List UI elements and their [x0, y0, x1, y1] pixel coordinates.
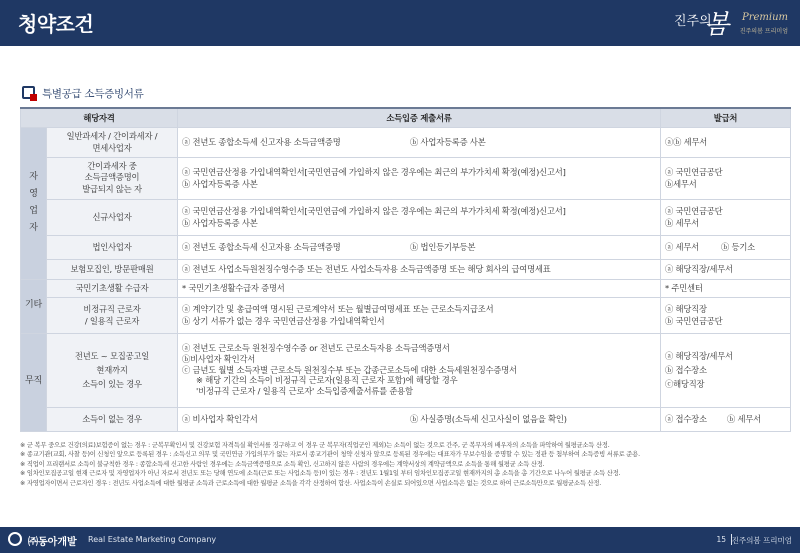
header-documents: 소득입증 제출서류: [178, 108, 661, 127]
qualification-line: 전년도 ~ 모집공고일: [74, 350, 150, 361]
issuer-cell: [661, 235, 791, 259]
issuer-item: ⓐ 접수장소: [665, 413, 707, 424]
page-header: [0, 0, 800, 46]
issuer-item: ⓐ 국민연금공단: [665, 205, 723, 216]
documents-cell: [178, 127, 661, 157]
documents-cell: [178, 297, 661, 333]
logo-script: 진주의: [674, 14, 712, 29]
documents-cell: [178, 199, 661, 235]
table-row: [21, 157, 791, 199]
issuer-item: ⓐ 해당직장: [665, 303, 707, 314]
qualification-insurance-sales: 보험모집인, 방문판매원: [47, 259, 178, 279]
qualification-with-income: [47, 333, 178, 407]
logo-mark: 봄: [704, 10, 730, 40]
page-footer: [0, 527, 800, 553]
issuer-cell: ⓐ 해당직장/세무서: [661, 259, 791, 279]
qualification-no-income: 소득이 없는 경우: [47, 407, 178, 431]
document-item: ⓑ비사업자 확인각서: [182, 353, 256, 364]
document-icon: [22, 86, 35, 99]
qualification-irregular-worker: 비정규직 근로자 / 일용직 근로자: [47, 297, 178, 333]
issuer-item: ⓑ세무서: [665, 179, 697, 189]
table-header-row: [21, 108, 791, 127]
company-tagline: Real Estate Marketing Company: [88, 535, 217, 544]
footnotes: [20, 441, 790, 488]
issuer-item: ⓐ 국민연금공단: [665, 166, 723, 177]
table-row: [21, 235, 791, 259]
issuer-item: ⓐ 세무서: [665, 241, 699, 252]
header-issuer: 발급처: [661, 108, 791, 127]
table-row: [21, 199, 791, 235]
group-unemployed: 무직: [21, 333, 47, 431]
brand-logo: [670, 4, 790, 42]
document-item: ⓑ 상기 서류가 없는 경우 국민연금산정용 가입내역확인서: [182, 316, 385, 326]
company-name: ㈜동아개발: [28, 537, 77, 548]
table-row: [21, 333, 791, 407]
section-title: 특별공급 소득증빙서류: [42, 88, 144, 100]
document-item: ⓐ 국민연금산정용 가입내역확인서[국민연금에 가입하지 않은 경우에는 최근의 부가가치세 확정(예정)신고서]: [182, 205, 566, 216]
issuer-cell: [661, 297, 791, 333]
income-proof-table: [20, 107, 791, 432]
footnote: ※ 종교기관(교회, 사찰 등)이 신청인 앞으로 등록된 경우 : 소득신고 의무 및 국민연금 가입의무가 없는 자로서 종교기관이 청약 신청자 앞으로 등록된 경우에는 대표자가 무보수임을 증명할 수 있는 정관 등 첨부하여 소득증빙 서류로 준용.: [20, 451, 640, 459]
issuer-item: ⓑ 등기소: [721, 241, 755, 252]
document-item: ⓑ 사업자등록증 사본: [182, 218, 258, 228]
issuer-item: ⓒ해당직장: [665, 379, 705, 390]
issuer-cell: [661, 333, 791, 407]
group-other: 기타: [21, 279, 47, 333]
issuer-cell: * 주민센터: [661, 279, 791, 297]
document-item: ⓐ 국민연금산정용 가입내역확인서[국민연금에 가입하지 않은 경우에는 최근의 부가가치세 확정(예정)신고서]: [182, 166, 566, 177]
issuer-item: ⓑ 국민연금공단: [665, 316, 723, 326]
documents-cell: [178, 157, 661, 199]
document-item: ⓑ 법인등기부등본: [410, 241, 476, 252]
qualification-new-business: 신규사업자: [47, 199, 178, 235]
table-row: [21, 279, 791, 297]
table-row: [21, 407, 791, 431]
issuer-item: ⓐ 해당직장/세무서: [665, 350, 733, 361]
issuer-cell: ⓐⓑ 세무서: [661, 127, 791, 157]
group-self-employed: 자 영 업 자: [21, 127, 47, 279]
logo-brand: Premium: [741, 12, 788, 23]
documents-cell: [178, 407, 661, 431]
document-item: ⓒ 금년도 월별 소득자별 근로소득 원천징수부 또는 갑종근로소득에 대한 소득세원천징수증명서: [182, 364, 517, 375]
qualification-line: 소득이 있는 경우: [82, 379, 142, 390]
table-row: [21, 297, 791, 333]
company-logo-icon: [8, 532, 22, 546]
page-number: 15: [716, 535, 726, 544]
footnote: ※ 군 복무 중으로 건강(의료)보험증이 없는 경우 : 군복무확인서 및 건강보험 자격득실 확인서를 징구하고 이 경우 군 복무자(직업군인 제외)는 소득이 없는 것으로 간주, 군 복무자의 배우자의 소득을 파악하여 월평균소득 산정.: [20, 442, 610, 449]
issuer-item: ⓑ 세무서: [665, 218, 699, 228]
document-item: ⓑ 사업자등록증 사본: [410, 136, 486, 147]
footnote: ※ 자영업자이면서 근로자인 경우 : 전년도 사업소득에 대한 월평균 소득과 근로소득에 대한 월평균 소득을 각각 산정하여 합산. 사업소득이 손실로 되어있으면 사업소득은 없는 것으로 하여 근로소득만으로 월평균소득 산정.: [20, 479, 602, 487]
issuer-cell: [661, 407, 791, 431]
document-item: ⓑ 사실증명(소득세 신고사실이 없음을 확인): [410, 413, 567, 424]
header-qualification: 해당자격: [21, 108, 178, 127]
document-item: ⓐ 전년도 종합소득세 신고자용 소득금액증명: [182, 136, 341, 147]
page-title: 청약조건: [18, 12, 94, 36]
issuer-cell: [661, 157, 791, 199]
table-row: [21, 259, 791, 279]
document-item: ⓐ 계약기간 및 총급여액 명시된 근로계약서 또는 월별급여명세표 또는 근로소득지급조서: [182, 303, 494, 314]
document-note: ※ 해당 기간의 소득이 비정규직 근로자(일용직 근로자 포함)에 해당할 경우: [196, 375, 458, 386]
documents-cell: [178, 333, 661, 407]
logo-subtitle: 진주의봄 프리미엄: [739, 28, 788, 35]
table-row: [21, 127, 791, 157]
issuer-item: ⓑ 접수장소: [665, 364, 707, 375]
project-name: 진주의봄 프리미엄: [731, 536, 792, 545]
documents-cell: [178, 235, 661, 259]
qualification-line: 현재까지: [96, 364, 128, 375]
qualification-basic-livelihood: 국민기초생활 수급자: [47, 279, 178, 297]
document-item: ⓐ 비사업자 확인각서: [182, 413, 258, 424]
qualification-simple-taxpayer: 간이과세자 중 소득금액증명이 발급되지 않는 자: [47, 157, 178, 199]
footnote: ※ 직업이 프리랜서로 소득이 불규칙한 경우 : 종합소득세 신고한 사람인 경우에는 소득금액증명으로 소득 확인, 신고하지 않은 사람의 경우에는 계약서상의 계약금액으로 소득을 통해 월평균 소득 산정.: [20, 460, 545, 468]
qualification-general-taxpayer: 일반과세자 / 간이과세자 / 면세사업자: [47, 127, 178, 157]
document-item: ⓑ 사업자등록증 사본: [182, 179, 258, 189]
document-item: ⓐ 전년도 사업소득원천징수영수증 또는 전년도 사업소득자용 소득금액증명 또는 해당 회사의 급여명세표: [178, 259, 661, 279]
document-item: * 국민기초생활수급자 증명서: [178, 279, 661, 297]
document-item: ⓐ 전년도 종합소득세 신고자용 소득금액증명: [182, 241, 341, 252]
document-item: ⓐ 전년도 근로소득 원천징수영수증 or 전년도 근로소득자용 소득금액증명서: [182, 343, 450, 354]
document-note: '비정규직 근로자 / 일용직 근로자' 소득입증제출서류를 준용함: [196, 386, 413, 397]
issuer-item: ⓑ 세무서: [727, 413, 761, 424]
issuer-cell: [661, 199, 791, 235]
footnote: ※ 임차인모집공고일 현재 근로자 및 자영업자가 아닌 자로서 전년도 또는 당해 연도에 소득(근로 또는 사업소득 등)이 있는 경우 : 전년도 1월1일 부터 임차인모집공고일 현재까지의 총 소득을 총 기간으로 나누어 월평균 소득 산정.: [20, 470, 621, 478]
qualification-corporate: 법인사업자: [47, 235, 178, 259]
